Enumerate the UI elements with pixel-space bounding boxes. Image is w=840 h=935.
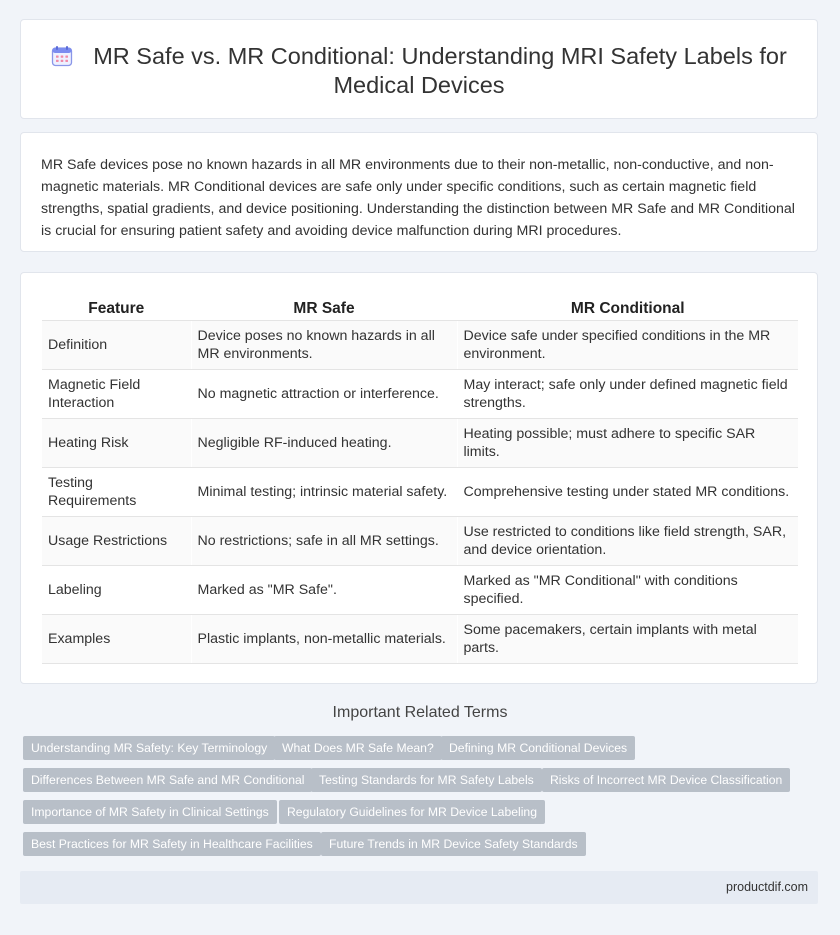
footer-site-link[interactable]: productdif.com — [726, 880, 808, 894]
related-term-tag[interactable]: Defining MR Conditional Devices — [441, 736, 635, 760]
feature-cell: Definition — [42, 321, 191, 370]
table-header-row — [42, 295, 798, 321]
page-title-wrap — [21, 42, 817, 100]
mr-safe-cell: Minimal testing; intrinsic material safety. — [191, 468, 457, 517]
feature-cell: Usage Restrictions — [42, 517, 191, 566]
related-term-tag[interactable]: Regulatory Guidelines for MR Device Labeling — [279, 800, 545, 824]
mr-conditional-cell: May interact; safe only under defined magnetic field strengths. — [457, 370, 798, 419]
mr-conditional-cell: Use restricted to conditions like field strength, SAR, and device orientation. — [457, 517, 798, 566]
table-row — [42, 321, 798, 370]
header-feature: Feature — [42, 295, 191, 321]
mr-safe-cell: Plastic implants, non-metallic materials. — [191, 615, 457, 664]
table-row — [42, 419, 798, 468]
header-mr-conditional: MR Conditional — [457, 295, 798, 321]
mr-safe-cell: Marked as "MR Safe". — [191, 566, 457, 615]
related-term-tag[interactable]: Best Practices for MR Safety in Healthcare Facilities — [23, 832, 321, 856]
mr-conditional-cell: Comprehensive testing under stated MR conditions. — [457, 468, 798, 517]
related-term-tag[interactable]: Future Trends in MR Device Safety Standards — [321, 832, 586, 856]
feature-cell: Examples — [42, 615, 191, 664]
mr-conditional-cell: Marked as "MR Conditional" with conditions specified. — [457, 566, 798, 615]
mr-safe-cell: No magnetic attraction or interference. — [191, 370, 457, 419]
table-row — [42, 566, 798, 615]
related-term-tag[interactable]: Importance of MR Safety in Clinical Settings — [23, 800, 277, 824]
related-terms-title: Important Related Terms — [332, 704, 508, 721]
comparison-table — [42, 295, 798, 664]
related-term-tag[interactable]: Risks of Incorrect MR Device Classification — [542, 768, 790, 792]
page-title: MR Safe vs. MR Conditional: Understanding MRI Safety Labels for Medical Devices — [93, 43, 787, 98]
mr-safe-cell: Negligible RF-induced heating. — [191, 419, 457, 468]
mr-conditional-cell: Heating possible; must adhere to specific SAR limits. — [457, 419, 798, 468]
intro-card — [20, 132, 818, 252]
mr-safe-cell: Device poses no known hazards in all MR environments. — [191, 321, 457, 370]
feature-cell: Testing Requirements — [42, 468, 191, 517]
mr-conditional-cell: Device safe under specified conditions in the MR environment. — [457, 321, 798, 370]
table-row — [42, 468, 798, 517]
mr-conditional-cell: Some pacemakers, certain implants with metal parts. — [457, 615, 798, 664]
mr-safe-cell: No restrictions; safe in all MR settings. — [191, 517, 457, 566]
table-row — [42, 370, 798, 419]
calendar-icon — [51, 45, 73, 67]
related-term-tag[interactable]: Differences Between MR Safe and MR Conditional — [23, 768, 312, 792]
intro-text: MR Safe devices pose no known hazards in all MR environments due to their non-metallic, non-conductive, and non-magnetic materials. MR Conditional devices are safe only under specific conditions, such as certain magnetic field strengths, spatial gradients, and device positioning. Understanding the distinction between MR Safe and MR Conditional is crucial for ensuring patient safety and avoiding device malfunction during MRI procedures. — [41, 157, 795, 239]
feature-cell: Heating Risk — [42, 419, 191, 468]
feature-cell: Magnetic Field Interaction — [42, 370, 191, 419]
table-row — [42, 615, 798, 664]
header-mr-safe: MR Safe — [191, 295, 457, 321]
related-term-tag[interactable]: Understanding MR Safety: Key Terminology — [23, 736, 275, 760]
related-term-tag[interactable]: Testing Standards for MR Safety Labels — [311, 768, 542, 792]
table-row — [42, 517, 798, 566]
related-term-tag[interactable]: What Does MR Safe Mean? — [274, 736, 442, 760]
feature-cell: Labeling — [42, 566, 191, 615]
header-card — [20, 19, 818, 119]
footer-bar — [20, 871, 818, 904]
comparison-table-card — [20, 272, 818, 684]
